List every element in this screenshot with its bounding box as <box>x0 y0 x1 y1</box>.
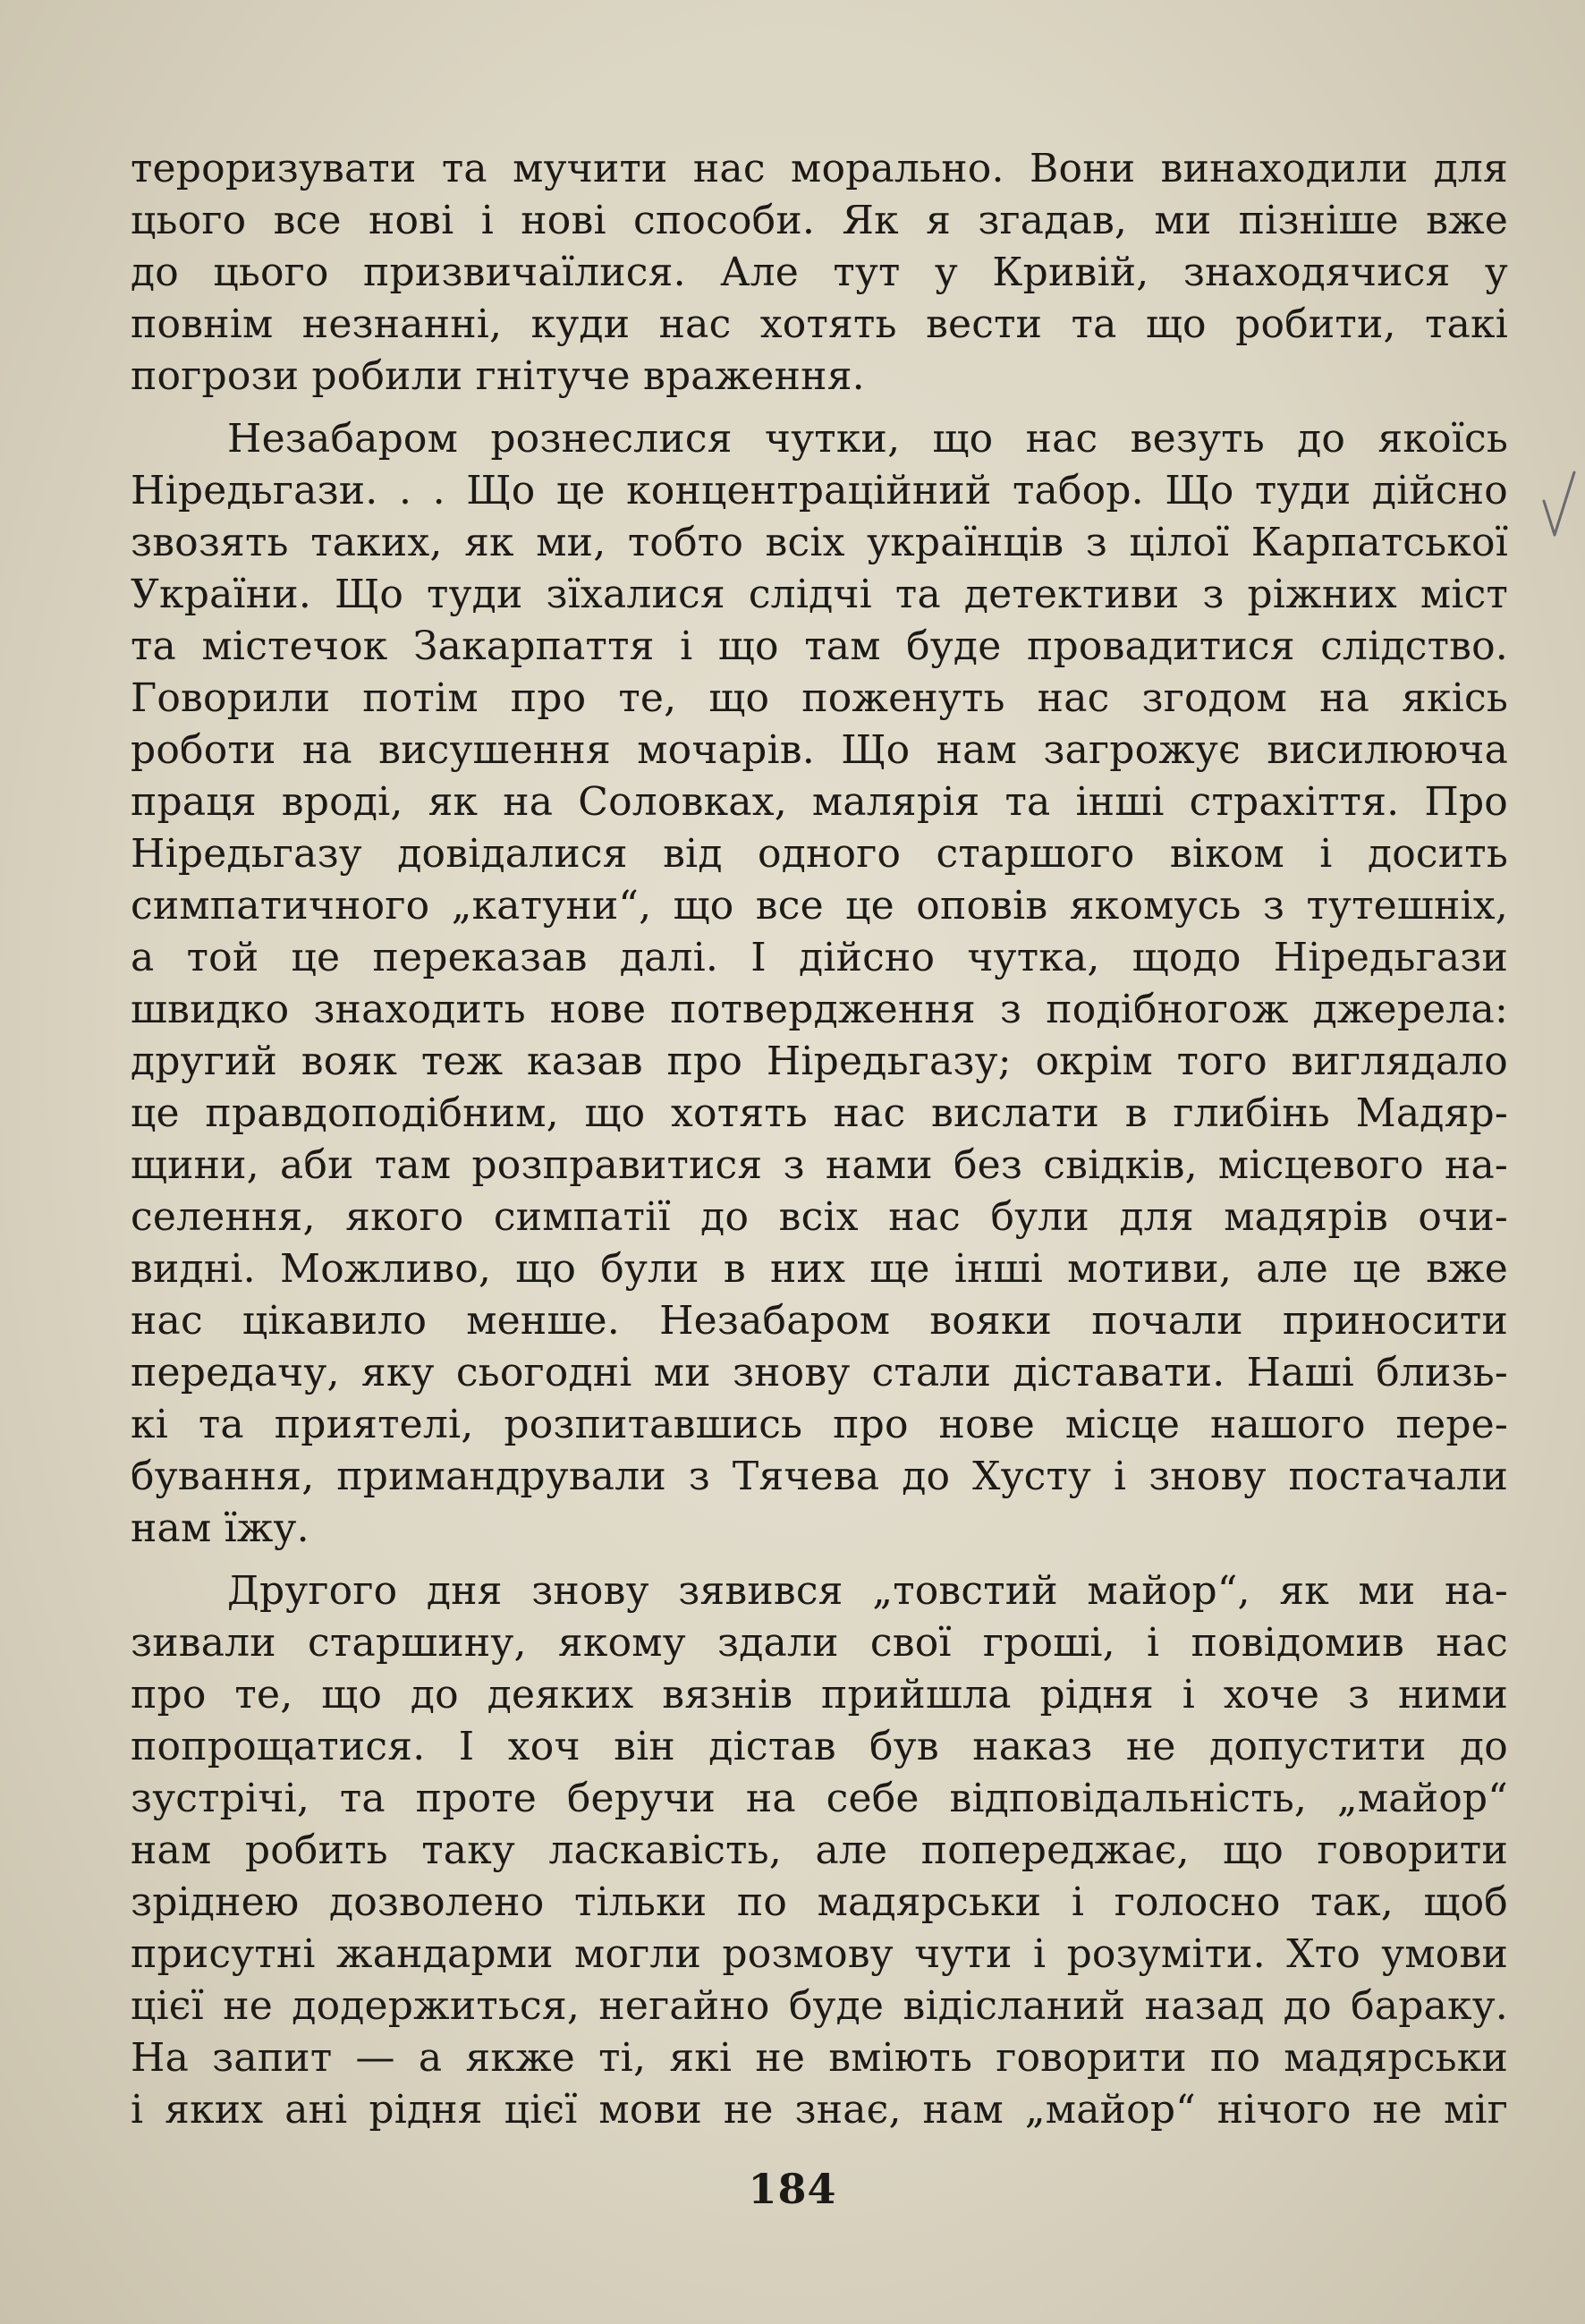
text-line: тероризувати та мучити нас морально. Вони винаходили для <box>131 146 1508 191</box>
text-line: присутні жандарми могли розмову чути і розуміти. Хто умови <box>131 1931 1508 1977</box>
text-line: до цього призвичаїлися. Але тут у Кривій, знаходячися у <box>131 250 1508 295</box>
text-line: а той це переказав далі. І дійсно чутка, щодо Ніредьгази <box>131 935 1508 980</box>
text-line: Говорили потім про те, що поженуть нас згодом на якісь <box>131 675 1508 721</box>
text-line: передачу, яку сьогодні ми знову стали діставати. Наші близь- <box>131 1350 1508 1395</box>
text-line: другий вояк теж казав про Ніредьгазу; окрім того виглядало <box>131 1039 1508 1084</box>
text-line: бування, примандрували з Тячева до Хусту і знову постачали <box>131 1454 1508 1499</box>
pencil-checkmark-icon <box>1531 465 1585 555</box>
text-line: погрози робили гнітуче враження. <box>131 353 865 399</box>
text-line: про те, що до деяких вязнів прийшла рідня і хоче з ними <box>131 1672 1508 1718</box>
text-line: цього все нові і нові способи. Як я згадав, ми пізніше вже <box>131 198 1508 243</box>
text-line: і яких ані рідня цієї мови не знає, нам „майор“ нічого не міг <box>131 2087 1508 2133</box>
text-line: звозять таких, як ми, тобто всіх українців з цілої Карпатської <box>131 520 1508 565</box>
text-line: Ніредьгазу довідалися від одного старшого віком і досить <box>131 831 1508 877</box>
text-line: Ніредьгази. . . Що це концентраційний табор. Що туди дійсно <box>131 468 1508 513</box>
text-line: зріднею дозволено тільки по мадярськи і голосно так, щоб <box>131 1879 1508 1925</box>
text-line: нас цікавило менше. Незабаром вояки почали приносити <box>131 1298 1508 1344</box>
text-line: видні. Можливо, що були в них ще інші мотиви, але це вже <box>131 1246 1508 1292</box>
text-line: нам їжу. <box>131 1506 309 1551</box>
text-line: щини, аби там розправитися з нами без свідків, місцевого на- <box>131 1142 1508 1188</box>
text-line: кі та приятелі, розпитавшись про нове місце нашого пере- <box>131 1402 1508 1447</box>
text-line: це правдоподібним, що хотять нас вислати в глибінь Мадяр- <box>131 1090 1508 1136</box>
text-line: цієї не додержиться, негайно буде відісланий назад до бараку. <box>131 1983 1508 2029</box>
text-line: швидко знаходить нове потвердження з подібногож джерела: <box>131 987 1508 1032</box>
text-line: Незабаром рознеслися чутки, що нас везуть до якоїсь <box>227 416 1508 462</box>
text-line: нам робить таку ласкавість, але попереджає, що говорити <box>131 1828 1508 1873</box>
text-line: повнім незнанні, куди нас хотять вести та що робити, такі <box>131 301 1508 347</box>
text-line: праця вроді, як на Соловках, малярія та інші страхіття. Про <box>131 779 1508 825</box>
text-line: попрощатися. І хоч він дістав був наказ не допустити до <box>131 1724 1508 1769</box>
text-line: зустрічі, та проте беручи на себе відповідальність, „майор“ <box>131 1776 1508 1821</box>
text-line: роботи на висушення мочарів. Що нам загрожує висилююча <box>131 727 1508 773</box>
page-number: 184 <box>748 2165 837 2213</box>
text-line: симпатичного „катуни“, що все це оповів якомусь з тутешніх, <box>131 883 1508 929</box>
text-line: та містечок Закарпаття і що там буде провадитися слідство. <box>131 623 1508 669</box>
text-line: зивали старшину, якому здали свої гроші, і повідомив нас <box>131 1620 1508 1666</box>
text-line: України. Що туди зїхалися слідчі та детективи з ріжних міст <box>131 572 1508 617</box>
text-line: На запит — а якже ті, які не вміють говорити по мадярськи <box>131 2035 1508 2081</box>
text-line: селення, якого симпатії до всіх нас були для мадярів очи- <box>131 1194 1508 1240</box>
text-line: Другого дня знову зявився „товстий майор“, як ми на- <box>227 1568 1508 1614</box>
